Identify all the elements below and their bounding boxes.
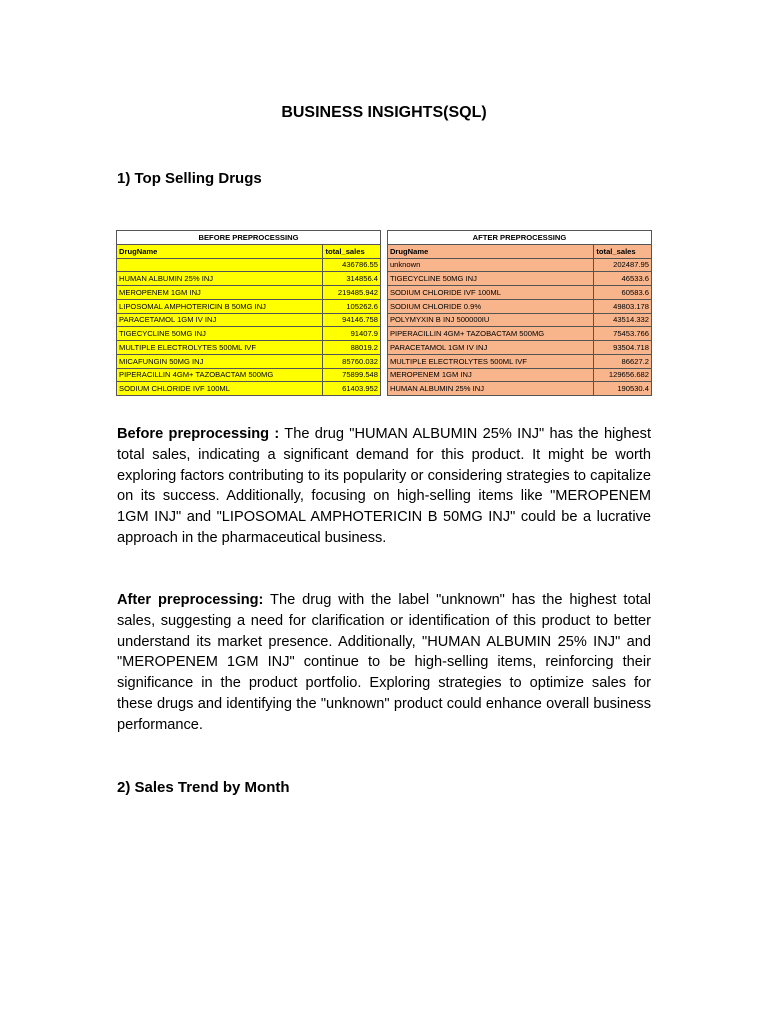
before-drug-name: SODIUM CHLORIDE IVF 100ML bbox=[117, 382, 323, 396]
before-drug-name: PIPERACILLIN 4GM+ TAZOBACTAM 500MG bbox=[117, 368, 323, 382]
before-drug-name: MICAFUNGIN 50MG INJ bbox=[117, 354, 323, 368]
after-drug-name: POLYMYXIN B INJ 500000IU bbox=[387, 313, 593, 327]
paragraph-before-text: The drug "HUMAN ALBUMIN 25% INJ" has the highest total sales, indicating a significant demand for this product. It might be worth exploring factors contributing to its popularity or considering strategies to capitalize on its success. Additionally, focusing on high-selling items like "MEROPENEM 1GM INJ" and "LIPOSOMAL AMPHOTERICIN B 50MG INJ" could be a lucrative approach in the pharmaceutical business. bbox=[117, 426, 651, 546]
table-row bbox=[117, 258, 652, 272]
paragraph-after-preprocessing bbox=[117, 590, 651, 736]
after-header-total-sales: total_sales bbox=[594, 244, 652, 258]
before-total-sales: 85760.032 bbox=[323, 354, 381, 368]
before-total-sales: 219485.942 bbox=[323, 286, 381, 300]
paragraph-before-preprocessing bbox=[117, 424, 651, 549]
after-total-sales: 75453.766 bbox=[594, 327, 652, 341]
before-group-label: BEFORE PREPROCESSING bbox=[117, 231, 381, 245]
sales-comparison-table bbox=[116, 230, 652, 396]
after-drug-name: MULTIPLE ELECTROLYTES 500ML IVF bbox=[387, 354, 593, 368]
page-title: BUSINESS INSIGHTS(SQL) bbox=[281, 104, 487, 121]
after-total-sales: 86627.2 bbox=[594, 354, 652, 368]
section-heading-sales-trend: 2) Sales Trend by Month bbox=[117, 779, 290, 796]
after-total-sales: 93504.718 bbox=[594, 341, 652, 355]
before-total-sales: 91407.9 bbox=[323, 327, 381, 341]
after-drug-name: MEROPENEM 1GM INJ bbox=[387, 368, 593, 382]
after-total-sales: 43514.332 bbox=[594, 313, 652, 327]
before-total-sales: 436786.55 bbox=[323, 258, 381, 272]
after-total-sales: 60583.6 bbox=[594, 286, 652, 300]
before-header-drugname: DrugName bbox=[117, 244, 323, 258]
before-drug-name bbox=[117, 258, 323, 272]
after-drug-name: SODIUM CHLORIDE IVF 100ML bbox=[387, 286, 593, 300]
paragraph-after-text: The drug with the label "unknown" has the highest total sales, suggesting a need for clarification or identification of this product to better understand its market presence. Additionally, "HUMAN ALBUMIN 25% INJ" and "MEROPENEM 1GM INJ" continue to be high-selling items, reinforcing their significance in the product portfolio. Exploring strategies to optimize sales for these drugs and identifying the "unknown" product could enhance overall business performance. bbox=[117, 592, 651, 733]
before-drug-name: PARACETAMOL 1GM IV INJ bbox=[117, 313, 323, 327]
section-heading-top-selling-drugs: 1) Top Selling Drugs bbox=[117, 170, 262, 187]
table-row bbox=[117, 313, 652, 327]
table-row bbox=[117, 368, 652, 382]
after-drug-name: unknown bbox=[387, 258, 593, 272]
before-header-total-sales: total_sales bbox=[323, 244, 381, 258]
before-total-sales: 61403.952 bbox=[323, 382, 381, 396]
after-total-sales: 46533.6 bbox=[594, 272, 652, 286]
before-drug-name: MEROPENEM 1GM INJ bbox=[117, 286, 323, 300]
before-drug-name: TIGECYCLINE 50MG INJ bbox=[117, 327, 323, 341]
table-row bbox=[117, 327, 652, 341]
after-drug-name: TIGECYCLINE 50MG INJ bbox=[387, 272, 593, 286]
after-total-sales: 190530.4 bbox=[594, 382, 652, 396]
after-total-sales: 202487.95 bbox=[594, 258, 652, 272]
before-drug-name: HUMAN ALBUMIN 25% INJ bbox=[117, 272, 323, 286]
before-total-sales: 314856.4 bbox=[323, 272, 381, 286]
before-total-sales: 105262.6 bbox=[323, 299, 381, 313]
table-row bbox=[117, 299, 652, 313]
table-row bbox=[117, 382, 652, 396]
table-row bbox=[117, 286, 652, 300]
table-row bbox=[117, 341, 652, 355]
paragraph-after-label: After preprocessing: bbox=[117, 592, 264, 608]
table-row bbox=[117, 272, 652, 286]
before-total-sales: 88019.2 bbox=[323, 341, 381, 355]
after-drug-name: PIPERACILLIN 4GM+ TAZOBACTAM 500MG bbox=[387, 327, 593, 341]
paragraph-before-label: Before preprocessing : bbox=[117, 426, 280, 442]
after-group-label: AFTER PREPROCESSING bbox=[387, 231, 651, 245]
after-header-drugname: DrugName bbox=[387, 244, 593, 258]
table-row bbox=[117, 354, 652, 368]
spreadsheet-grid bbox=[116, 230, 652, 396]
after-drug-name: SODIUM CHLORIDE 0.9% bbox=[387, 299, 593, 313]
before-drug-name: MULTIPLE ELECTROLYTES 500ML IVF bbox=[117, 341, 323, 355]
after-drug-name: HUMAN ALBUMIN 25% INJ bbox=[387, 382, 593, 396]
after-drug-name: PARACETAMOL 1GM IV INJ bbox=[387, 341, 593, 355]
before-drug-name: LIPOSOMAL AMPHOTERICIN B 50MG INJ bbox=[117, 299, 323, 313]
before-total-sales: 94146.758 bbox=[323, 313, 381, 327]
after-total-sales: 49803.178 bbox=[594, 299, 652, 313]
before-total-sales: 75899.548 bbox=[323, 368, 381, 382]
after-total-sales: 129656.682 bbox=[594, 368, 652, 382]
